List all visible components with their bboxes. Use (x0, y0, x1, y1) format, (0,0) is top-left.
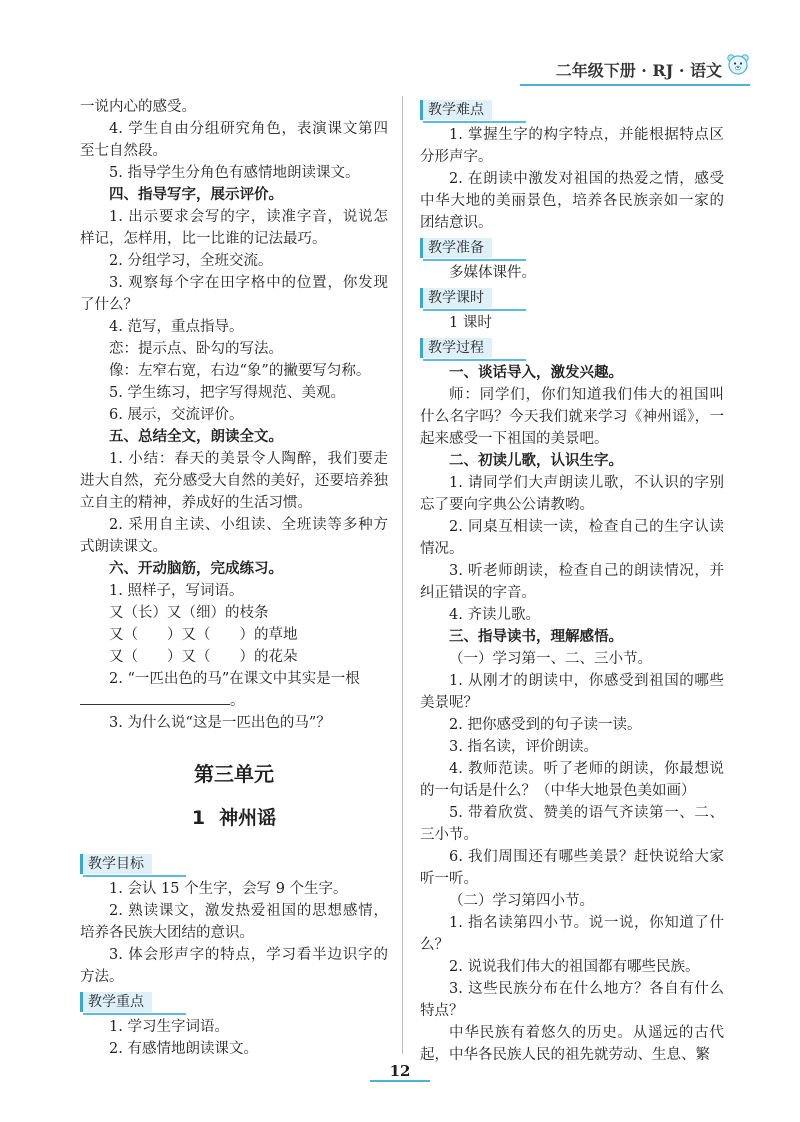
fill-blank-line (80, 690, 388, 712)
text-line: 2. “一匹出色的马”在课文中其实是一根 (109, 671, 360, 687)
section-heading: 一、谈话导入，激发兴趣。 (449, 364, 623, 381)
text-line: 师：同学们，你们知道我们伟大的祖国叫什么名字吗？今天我们就来学习《神州谣》，一起来感受一下祖国的美景吧。 (420, 387, 724, 447)
goal-item: 2. 熟读课文，激发热爱祖国的思想感情，培养各民族大团结的意识。 (80, 903, 388, 941)
text-line: 2. 把你感受到的句子读一读。 (449, 717, 642, 733)
left-column (80, 96, 388, 1060)
text-line: 1. 出示要求会写的字，读准字音，说说怎样记，怎样用，比一比谁的记法最巧。 (80, 209, 388, 247)
page-header (520, 56, 750, 82)
tag-teaching-hours: 教学课时 (420, 288, 492, 308)
bear-icon (726, 52, 750, 76)
subsection-heading: （二）学习第四小节。 (449, 893, 594, 909)
text-line: 4. 教师范读。听了老师的朗读，你最想说的一句话是什么？（中华大地景色美如画） (420, 761, 724, 799)
text-line: 5. 带着欣赏、赞美的语气齐读第一、二、三小节。 (420, 805, 724, 843)
text-line: 6. 展示，交流评价。 (109, 407, 244, 423)
goal-item: 3. 体会形声字的特点，学习看半边识字的方法。 (80, 947, 388, 985)
tag-teaching-process: 教学过程 (420, 338, 492, 358)
preparation-text: 多媒体课件。 (449, 265, 536, 281)
text-line: 5. 指导学生分角色有感情地朗读课文。 (109, 165, 360, 181)
text-line: 4. 学生自由分组研究角色，表演课文第四至七自然段。 (80, 121, 388, 159)
text-line: 3. 指名读，评价朗读。 (449, 739, 598, 755)
hours-text: 1 课时 (449, 315, 492, 331)
blank-period: 。 (230, 693, 245, 709)
section-heading: 二、初读儿歌，认识生字。 (449, 452, 623, 469)
section-heading: 三、指导读书，理解感悟。 (449, 628, 623, 645)
lesson-number: 1 (191, 807, 206, 829)
key-point-item: 1. 学习生字词语。 (109, 1019, 229, 1035)
page-number (0, 1062, 800, 1080)
tag-teaching-difficulty: 教学难点 (420, 100, 492, 120)
text-line: 中华民族有着悠久的历史。从遥远的古代起，中华各民族人民的祖先就劳动、生息、繁 (420, 1025, 724, 1063)
header-rule (520, 84, 750, 86)
text-line: 2. 说说我们伟大的祖国都有哪些民族。 (449, 959, 700, 975)
lesson-name: 神州谣 (219, 807, 277, 829)
text-line: 4. 齐读儿歌。 (449, 607, 540, 623)
text-line: 5. 学生练习，把字写得规范、美观。 (109, 385, 345, 401)
text-line: 3. 为什么说“这是一匹出色的马”？ (109, 715, 331, 731)
column-divider (402, 96, 403, 1054)
text-line: 1. 照样子，写词语。 (109, 583, 244, 599)
key-point-item: 2. 有感情地朗读课文。 (109, 1041, 258, 1057)
text-line: 1. 指名读第四小节。说一说，你知道了什么？ (420, 915, 724, 953)
tag-teaching-key-points: 教学重点 (80, 992, 152, 1012)
text-line: 1. 小结：春天的美景令人陶醉，我们要走进大自然，充分感受大自然的美好，还要培养独立自主的精神，养成好的生活习惯。 (80, 451, 388, 511)
text-line: 3. 观察每个字在田字格中的位置，你发现了什么？ (80, 275, 388, 313)
page-number-text: 12 (370, 1062, 431, 1082)
text-line: 4. 范写，重点指导。 (109, 319, 244, 335)
section-heading: 五、总结全文，朗读全文。 (109, 428, 283, 445)
difficulty-item: 2. 在朗读中激发对祖国的热爱之情，感受中华大地的美丽景色，培养各民族亲如一家的团结意识。 (420, 171, 724, 231)
text-line: 1. 从刚才的朗读中，你感受到祖国的哪些美景呢？ (420, 673, 724, 711)
section-heading: 六、开动脑筋，完成练习。 (109, 560, 283, 577)
exercise-line: 又（长）又（细）的枝条 (109, 605, 269, 621)
text-line: 3. 听老师朗读，检查自己的朗读情况，并纠正错误的字音。 (420, 563, 724, 601)
text-line: 2. 同桌互相读一读，检查自己的生字认读情况。 (420, 519, 724, 557)
section-heading: 四、指导写字，展示评价。 (109, 186, 283, 203)
header-title: 二年级下册 · RJ · 语文 (555, 61, 722, 80)
text-line: 2. 分组学习，全班交流。 (109, 253, 273, 269)
subsection-heading: （一）学习第一、二、三小节。 (449, 651, 652, 667)
right-column (420, 96, 724, 1066)
answer-blank (80, 690, 230, 705)
text-line: 像：左窄右宽，右边“象”的撇要写匀称。 (109, 363, 371, 379)
text-line: 3. 这些民族分布在什么地方？各自有什么特点？ (420, 981, 724, 1019)
text-line: 6. 我们周围还有哪些美景？赶快说给大家听一听。 (420, 849, 724, 887)
text-line: 2. 采用自主读、小组读、全班读等多种方式朗读课文。 (80, 517, 388, 555)
text-line: 恋：提示点、卧勾的写法。 (109, 341, 283, 357)
difficulty-item: 1. 掌握生字的构字特点，并能根据特点区分形声字。 (420, 127, 724, 165)
exercise-line: 又（ ）又（ ）的草地 (109, 627, 298, 643)
lesson-title (80, 804, 388, 832)
tag-teaching-preparation: 教学准备 (420, 238, 492, 258)
tag-teaching-goals: 教学目标 (80, 854, 152, 874)
goal-item: 1. 会认 15 个生字，会写 9 个生字。 (109, 881, 348, 897)
text-line: 1. 请同学们大声朗读儿歌，不认识的字别忘了要向字典公公请教哟。 (420, 475, 724, 513)
unit-title: 第三单元 (194, 762, 274, 786)
exercise-line: 又（ ）又（ ）的花朵 (109, 649, 298, 665)
text-line: 一说内心的感受。 (80, 99, 196, 115)
